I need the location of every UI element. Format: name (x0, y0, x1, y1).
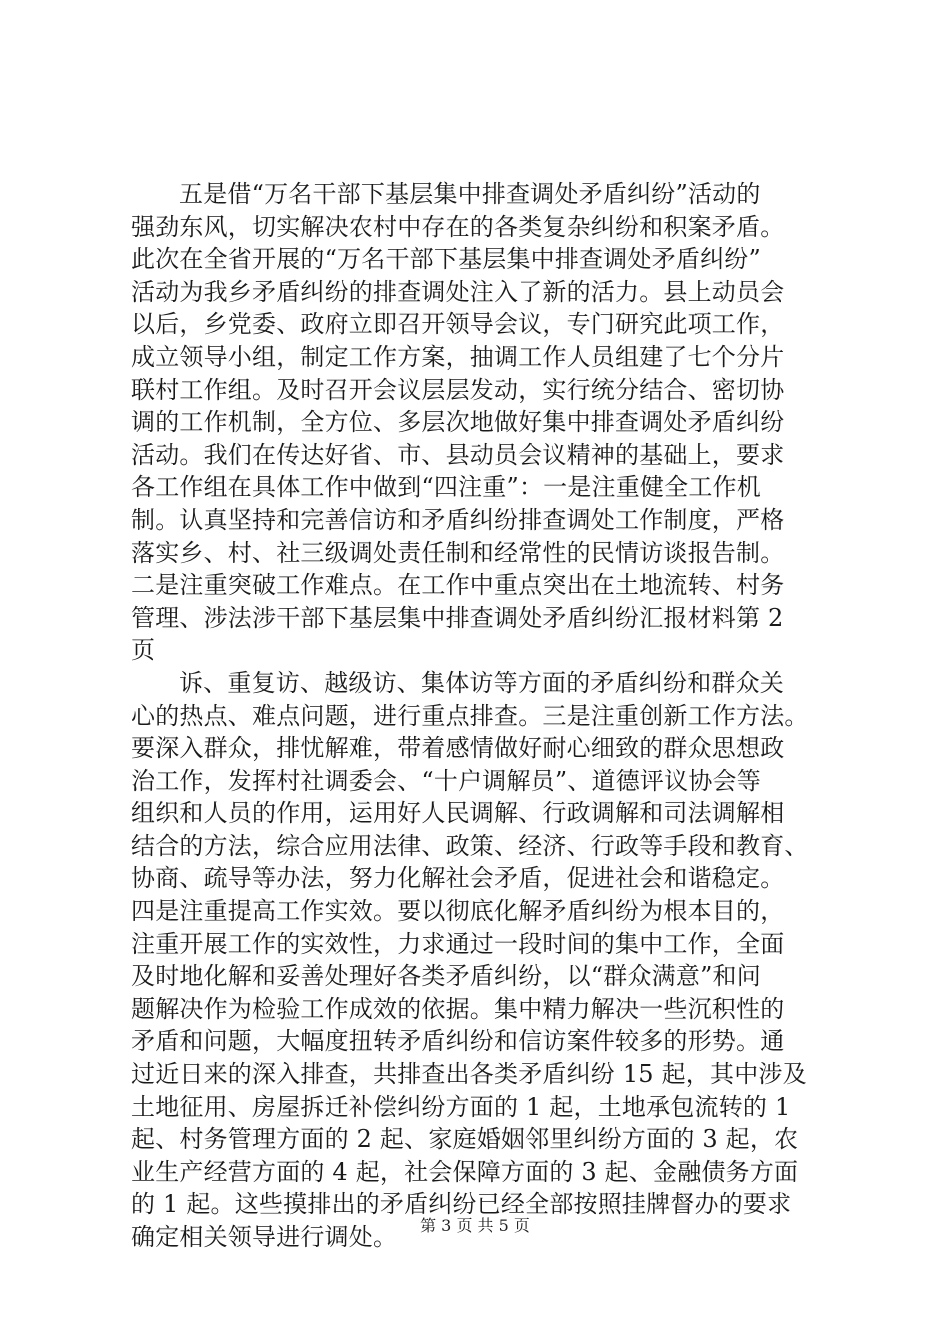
text-line: 调的工作机制，全方位、多层次地做好集中排查调处矛盾纠纷 (131, 408, 785, 437)
text-line: 页 (131, 636, 156, 665)
text-line: 管理、涉法涉干部下基层集中排查调处矛盾纠纷汇报材料第 2 (131, 603, 784, 632)
text-line: 业生产经营方面的 4 起，社会保障方面的 3 起、金融债务方面 (131, 1157, 799, 1186)
text-line: 各工作组在具体工作中做到“四注重”：一是注重健全工作机 (131, 473, 761, 502)
text-line: 五是借“万名干部下基层集中排查调处矛盾纠纷”活动的 (179, 180, 761, 208)
body-text (131, 178, 843, 1254)
text-line: 确定相关领导进行调处。 (131, 1223, 398, 1251)
text-line: 活动为我乡矛盾纠纷的排查调处注入了新的活力。县上动员会 (131, 277, 785, 306)
text-line: 二是注重突破工作难点。在工作中重点突出在土地流转、村务 (131, 571, 785, 600)
text-line: 起、村务管理方面的 2 起、家庭婚姻邻里纠纷方面的 3 起，农 (131, 1125, 799, 1154)
text-line: 土地征用、房屋拆迁补偿纠纷方面的 1 起，土地承包流转的 1 (131, 1092, 791, 1121)
text-line: 联村工作组。及时召开会议层层发动，实行统分结合、密切协 (131, 375, 785, 404)
text-line: 协商、疏导等办法，努力化解社会矛盾，促进社会和谐稳定。 (131, 864, 785, 893)
text-line: 诉、重复访、越级访、集体访等方面的矛盾纠纷和群众关 (179, 668, 784, 697)
text-line: 制。认真坚持和完善信访和矛盾纠纷排查调处工作制度，严格 (131, 505, 785, 534)
text-line: 以后，乡党委、政府立即召开领导会议，专门研究此项工作， (131, 310, 785, 339)
text-line: 落实乡、村、社三级调处责任制和经常性的民情访谈报告制。 (131, 538, 785, 567)
text-line: 心的热点、难点问题，进行重点排查。三是注重创新工作方法。 (131, 701, 809, 730)
page-number: 第 3 页 共 5 页 (420, 1216, 530, 1235)
text-line: 治工作，发挥村社调委会、“十户调解员”、道德评议协会等 (131, 766, 761, 795)
text-line: 要深入群众，排忧解难，带着感情做好耐心细致的群众思想政 (131, 734, 785, 763)
text-line: 的 1 起。这些摸排出的矛盾纠纷已经全部按照挂牌督办的要求 (131, 1190, 792, 1219)
text-line: 强劲东风，切实解决农村中存在的各类复杂纠纷和积案矛盾。 (131, 212, 785, 241)
text-line: 题解决作为检验工作成效的依据。集中精力解决一些沉积性的 (131, 994, 785, 1023)
text-line: 注重开展工作的实效性，力求通过一段时间的集中工作，全面 (131, 929, 785, 958)
text-line: 矛盾和问题，大幅度扭转矛盾纠纷和信访案件较多的形势。通 (131, 1027, 785, 1056)
text-line: 活动。我们在传达好省、市、县动员会议精神的基础上，要求 (131, 440, 785, 469)
text-line: 四是注重提高工作实效。要以彻底化解矛盾纠纷为根本目的， (131, 897, 785, 926)
text-line: 此次在全省开展的“万名干部下基层集中排查调处矛盾纠纷” (131, 245, 761, 274)
text-line: 成立领导小组，制定工作方案，抽调工作人员组建了七个分片 (131, 342, 785, 371)
text-line: 及时地化解和妥善处理好各类矛盾纠纷，以“群众满意”和问 (131, 962, 761, 991)
text-line: 组织和人员的作用，运用好人民调解、行政调解和司法调解相 (131, 799, 785, 828)
page-footer (0, 1216, 950, 1236)
text-line: 结合的方法，综合应用法律、政策、经济、行政等手段和教育、 (131, 831, 809, 860)
text-line: 过近日来的深入排查，共排查出各类矛盾纠纷 15 起，其中涉及 (131, 1060, 807, 1089)
